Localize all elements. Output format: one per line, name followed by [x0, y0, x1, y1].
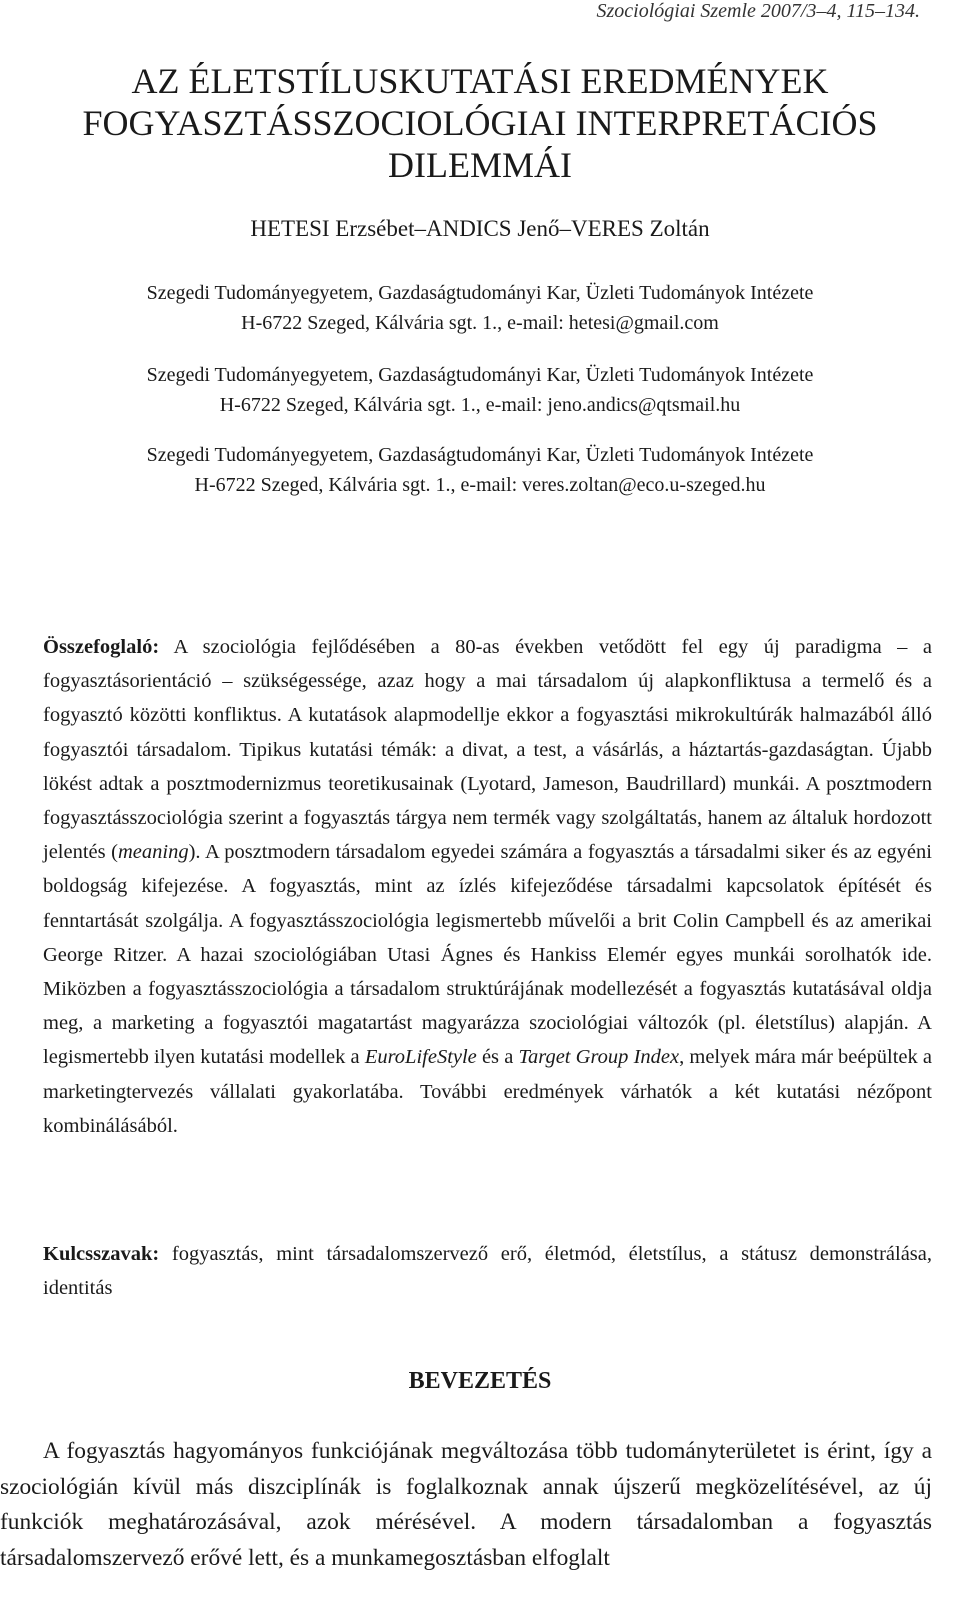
keywords-text: fogyasztás, mint társadalomszervező erő, életmód, életstílus, a státusz demonstrálása, identitás	[43, 1243, 932, 1299]
keywords	[43, 1237, 932, 1305]
article-title	[40, 60, 920, 186]
abstract-label: Összefoglaló:	[43, 636, 160, 658]
affiliation-1	[40, 278, 920, 338]
affiliation-institution: Szegedi Tudományegyetem, Gazdaságtudományi Kar, Üzleti Tudományok Intézete	[146, 444, 814, 466]
abstract-term-meaning: meaning	[118, 841, 189, 864]
title-line-2: FOGYASZTÁSSZOCIOLÓGIAI INTERPRETÁCIÓS	[82, 103, 878, 143]
section-heading-introduction: BEVEZETÉS	[408, 1368, 552, 1394]
affiliation-address: H-6722 Szeged, Kálvária sgt. 1., e-mail: veres.zoltan@eco.u-szeged.hu	[194, 474, 766, 496]
affiliation-2	[40, 360, 920, 420]
affiliation-institution: Szegedi Tudományegyetem, Gazdaságtudományi Kar, Üzleti Tudományok Intézete	[146, 282, 814, 304]
abstract-text-3: és a	[476, 1046, 519, 1069]
affiliation-address: H-6722 Szeged, Kálvária sgt. 1., e-mail: jeno.andics@qtsmail.hu	[219, 394, 741, 416]
abstract-model-eurolifestyle: EuroLifeStyle	[364, 1046, 477, 1069]
abstract-text-1: A szociológia fejlődésében a 80-as években vetődött fel egy új paradigma – a fogyasztásorientáció – szükségessége, azaz hogy a mai társadalom új alapkonfliktusa a termelő és a fogyasztó közötti konfliktus. A kutatások alapmodellje ekkor a fogyasztási mikrokultúrák halmazából álló fogyasztói társadalom. Tipikus kutatási témák: a divat, a test, a vásárlás, a háztartás-gazdaságtan. Újabb lökést adtak a posztmodernizmus teoretikusainak (Lyotard, Jameson, Baudrillard) munkái. A posztmodern fogyasztásszociológia szerint a fogyasztás tárgya nem termék vagy szolgáltatás, hanem az általuk hordozott jelentés (	[43, 636, 932, 864]
journal-reference: Szociológiai Szemle 2007/3–4, 115–134.	[596, 0, 920, 22]
keywords-label: Kulcsszavak:	[43, 1243, 160, 1265]
title-line-1: AZ ÉLETSTÍLUSKUTATÁSI EREDMÉNYEK	[131, 61, 829, 101]
affiliation-address: H-6722 Szeged, Kálvária sgt. 1., e-mail: hetesi@gmail.com	[241, 312, 719, 334]
abstract-text-4: , melyek mára már beépültek a marketingtervezés vállalati gyakorlatába. További eredmények várhatók a két kutatási nézőpont kombinálásából.	[43, 1046, 932, 1137]
affiliation-institution: Szegedi Tudományegyetem, Gazdaságtudományi Kar, Üzleti Tudományok Intézete	[146, 364, 814, 386]
abstract-text-2: ). A posztmodern társadalom egyedei számára a fogyasztás a társadalmi siker és az egyéni boldogság kifejezése. A fogyasztás, mint az ízlés kifejeződése társadalmi kapcsolatok építését és fenntartását szolgálja. A fogyasztásszociológia legismertebb művelői a brit Colin Campbell és az amerikai George Ritzer. A hazai szociológiában Utasi Ágnes és Hankiss Elemér egyes munkái sorolhatók ide. Miközben a fogyasztásszociológia a társadalom struktúrájának modellezését a fogyasztás kutatásával oldja meg, a marketing a fogyasztói magatartást magyarázza szociológiai változók (pl. életstílus) alapján. A legismertebb ilyen kutatási modellek a	[43, 841, 932, 1069]
introduction-paragraph: A fogyasztás hagyományos funkciójának megváltozása több tudományterületet is érint, így a szociológián kívül más diszciplínák is foglalkoznak annak újszerű megközelítésével, az új funkciók meghatározásával, azok mérésével. A modern társadalomban a fogyasztás társadalomszervező erővé lett, és a munkamegosztásban elfoglalt	[0, 1438, 932, 1571]
author-list: HETESI Erzsébet–ANDICS Jenő–VERES Zoltán	[250, 216, 710, 241]
abstract-model-tgi: Target Group Index	[518, 1046, 680, 1069]
abstract	[43, 630, 932, 1143]
affiliation-3	[40, 440, 920, 500]
title-line-3: DILEMMÁI	[388, 145, 572, 185]
